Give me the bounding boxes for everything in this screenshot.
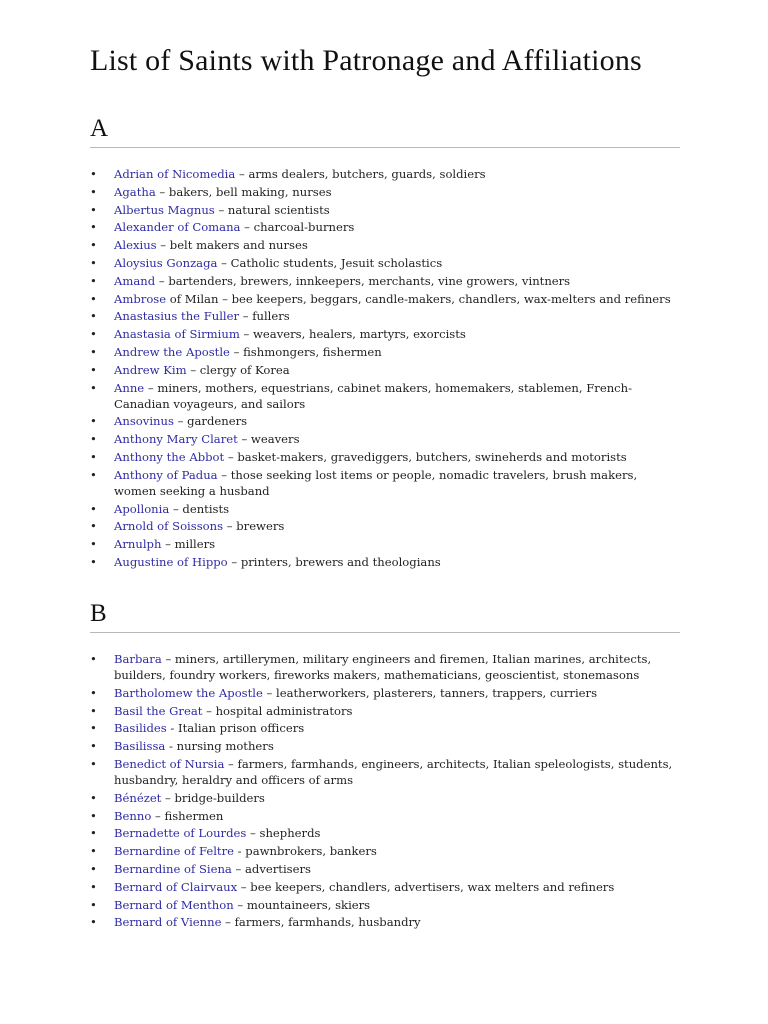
saint-link[interactable]: Anthony of Padua	[114, 467, 218, 482]
patronage-text: – weavers, healers, martyrs, exorcists	[239, 327, 466, 342]
list-item	[90, 413, 680, 429]
saint-link[interactable]: Anne	[114, 380, 145, 395]
list-item	[90, 808, 680, 824]
list-item	[90, 431, 680, 447]
saint-link[interactable]: Basil the Great	[114, 703, 203, 718]
saint-link[interactable]: Amand	[114, 273, 156, 288]
list-item	[90, 790, 680, 806]
patronage-text: – natural scientists	[214, 202, 330, 217]
patronage-text: – bridge-builders	[161, 790, 265, 805]
list-item	[90, 518, 680, 534]
patronage-text: – brewers	[223, 519, 285, 534]
saint-link[interactable]: Arnulph	[114, 537, 162, 552]
patronage-text: – advertisers	[231, 861, 311, 876]
list-item	[90, 449, 680, 465]
patronage-text: – fullers	[239, 309, 290, 324]
patronage-text: – clergy of Korea	[186, 362, 290, 377]
saint-link[interactable]: Basilissa	[114, 739, 166, 754]
patronage-text: – miners, artillerymen, military engineers and firemen, Italian marines, architects, builders, foundry workers, fireworks makers, mathematicians, geoscientist, stonemasons	[114, 652, 652, 682]
saint-link[interactable]: Adrian of Nicomedia	[114, 167, 236, 181]
list-item	[90, 825, 680, 841]
saint-link[interactable]: Anastasia of Sirmium	[114, 327, 240, 342]
list-item	[90, 291, 680, 307]
saint-link[interactable]: Bernadette of Lourdes	[114, 826, 247, 841]
list-item	[90, 861, 680, 877]
list-item	[90, 344, 680, 360]
list-item	[90, 380, 680, 412]
saint-link[interactable]: Augustine of Hippo	[114, 554, 228, 569]
list-item	[90, 843, 680, 859]
saint-link[interactable]: Bernardine of Feltre	[114, 844, 234, 859]
list-item	[90, 720, 680, 736]
list-item	[90, 756, 680, 788]
saint-link[interactable]: Bernard of Vienne	[114, 915, 222, 930]
list-item	[90, 219, 680, 235]
saint-list-a	[90, 166, 680, 570]
list-item	[90, 651, 680, 683]
section-a	[90, 114, 680, 572]
list-item	[90, 237, 680, 253]
saint-link[interactable]: Anastasius the Fuller	[114, 309, 240, 324]
patronage-text: – printers, brewers and theologians	[227, 554, 441, 569]
saint-link[interactable]: Agatha	[114, 184, 156, 199]
list-item	[90, 914, 680, 930]
saint-link[interactable]: Basilides	[114, 721, 167, 736]
patronage-text: – basket-makers, gravediggers, butchers, swineherds and motorists	[224, 449, 627, 464]
list-item	[90, 536, 680, 552]
saint-link[interactable]: Aloysius Gonzaga	[114, 255, 218, 270]
patronage-text: - Italian prison officers	[166, 721, 305, 736]
section-heading-b: B	[90, 599, 680, 633]
patronage-text: – fishmongers, fishermen	[229, 344, 382, 359]
list-item	[90, 184, 680, 200]
saint-link[interactable]: Arnold of Soissons	[114, 519, 224, 534]
section-heading-a: A	[90, 114, 680, 148]
list-item	[90, 467, 680, 499]
patronage-text: – mountaineers, skiers	[233, 897, 371, 912]
saint-link[interactable]: Andrew the Apostle	[114, 344, 230, 359]
saint-link[interactable]: Ansovinus	[114, 414, 174, 429]
saint-link[interactable]: Bernardine of Siena	[114, 861, 232, 876]
page-title: List of Saints with Patronage and Affiliations	[90, 44, 642, 77]
patronage-text: – shepherds	[246, 826, 321, 841]
patronage-text: – miners, mothers, equestrians, cabinet makers, homemakers, stablemen, French-Canadian voyageurs, and sailors	[114, 380, 633, 411]
saint-link[interactable]: Ambrose	[114, 291, 167, 306]
patronage-text: – hospital administrators	[202, 703, 353, 718]
list-item	[90, 897, 680, 913]
saint-link[interactable]: Andrew Kim	[114, 362, 187, 377]
saint-link[interactable]: Anthony the Abbot	[114, 449, 225, 464]
list-item	[90, 738, 680, 754]
patronage-text: – belt makers and nurses	[156, 238, 308, 253]
saint-link[interactable]: Alexius	[114, 238, 157, 253]
saint-list-b	[90, 651, 680, 930]
patronage-text: – charcoal-burners	[240, 220, 355, 235]
list-item	[90, 362, 680, 378]
saint-link[interactable]: Anthony Mary Claret	[114, 432, 238, 447]
list-item	[90, 326, 680, 342]
patronage-text: of Milan – bee keepers, beggars, candle-makers, chandlers, wax-melters and refiners	[166, 291, 671, 306]
saint-link[interactable]: Albertus Magnus	[114, 202, 215, 217]
list-item	[90, 501, 680, 517]
patronage-text: – leatherworkers, plasterers, tanners, trappers, curriers	[262, 685, 598, 700]
list-item	[90, 273, 680, 289]
saint-link[interactable]: Bénézet	[114, 790, 162, 805]
patronage-text: – Catholic students, Jesuit scholastics	[217, 255, 443, 270]
patronage-text: – bakers, bell making, nurses	[155, 184, 332, 199]
saint-link[interactable]: Alexander of Comana	[114, 220, 241, 235]
list-item	[90, 703, 680, 719]
patronage-text: – bee keepers, chandlers, advertisers, wax melters and refiners	[237, 879, 615, 894]
patronage-text: - nursing mothers	[165, 739, 274, 754]
patronage-text: – fishermen	[151, 808, 224, 823]
saint-link[interactable]: Bernard of Clairvaux	[114, 879, 238, 894]
section-b	[90, 599, 680, 932]
patronage-text: – farmers, farmhands, engineers, architects, Italian speleologists, students, husbandry, heraldry and officers of arms	[114, 756, 673, 787]
patronage-text: – millers	[161, 537, 216, 552]
list-item	[90, 879, 680, 895]
patronage-text: – those seeking lost items or people, nomadic travelers, brush makers, women seeking a husband	[114, 467, 638, 498]
list-item	[90, 166, 680, 182]
list-item	[90, 202, 680, 218]
patronage-text: – arms dealers, butchers, guards, soldiers	[235, 167, 486, 181]
saint-link[interactable]: Bernard of Menthon	[114, 897, 234, 912]
saint-link[interactable]: Apollonia	[114, 501, 170, 516]
list-item	[90, 255, 680, 271]
patronage-text: - pawnbrokers, bankers	[234, 844, 377, 859]
patronage-text: – gardeners	[173, 414, 248, 429]
list-item	[90, 554, 680, 570]
saint-link[interactable]: Barbara	[114, 652, 162, 666]
saint-link[interactable]: Bartholomew the Apostle	[114, 685, 263, 700]
patronage-text: – dentists	[169, 501, 230, 516]
patronage-text: – farmers, farmhands, husbandry	[221, 915, 421, 930]
patronage-text: – bartenders, brewers, innkeepers, merchants, vine growers, vintners	[155, 273, 571, 288]
list-item	[90, 308, 680, 324]
saint-link[interactable]: Benedict of Nursia	[114, 756, 225, 771]
list-item	[90, 685, 680, 701]
patronage-text: – weavers	[237, 432, 300, 447]
saint-link[interactable]: Benno	[114, 808, 152, 823]
